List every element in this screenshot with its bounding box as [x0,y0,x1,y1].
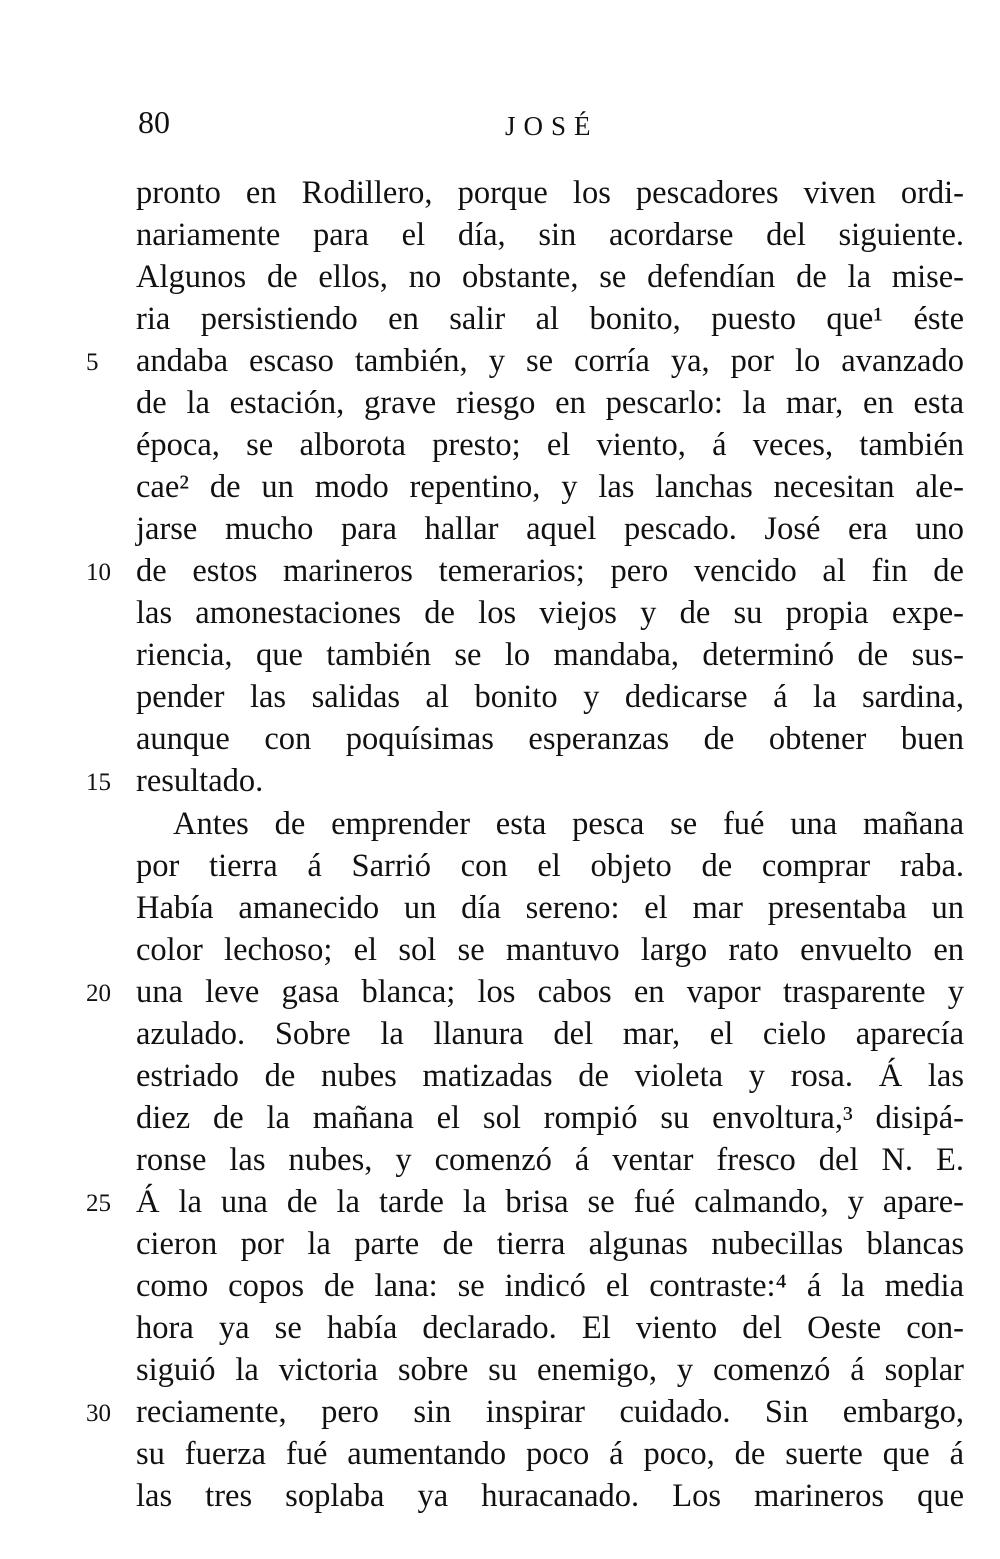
text-line: Antes de emprender esta pesca se fué una mañana [173,806,964,842]
text-line: Á la una de la tarde la brisa se fué calmando, y apare- [136,1184,964,1220]
text-line: por tierra á Sarrió con el objeto de comprar raba. [136,848,964,884]
text-line: andaba escaso también, y se corría ya, por lo avanzado [136,343,964,379]
text-line: azulado. Sobre la llanura del mar, el cielo aparecía [136,1016,964,1052]
text-line: riencia, que también se lo mandaba, determinó de sus- [136,637,964,673]
text-line: Algunos de ellos, no obstante, se defendían de la mise- [136,259,964,295]
text-line: jarse mucho para hallar aquel pescado. José era uno [136,511,964,547]
line-number: 25 [86,1190,111,1217]
line-number: 15 [86,769,111,796]
line-number: 20 [86,980,111,1007]
text-line: reciamente, pero sin inspirar cuidado. Sin embargo, [136,1394,964,1430]
text-line: como copos de lana: se indicó el contraste:⁴ á la media [136,1268,964,1304]
text-line: ria persistiendo en salir al bonito, puesto que¹ éste [136,301,964,337]
page-number: 80 [138,104,170,140]
text-line: diez de la mañana el sol rompió su envoltura,³ disipá- [136,1100,964,1136]
text-line: las amonestaciones de los viejos y de su propia expe- [136,595,964,631]
text-line: hora ya se había declarado. El viento del Oeste con- [136,1310,964,1346]
text-line: cieron por la parte de tierra algunas nubecillas blancas [136,1226,964,1262]
text-line: ronse las nubes, y comenzó á ventar fresco del N. E. [136,1142,964,1178]
text-line: una leve gasa blanca; los cabos en vapor trasparente y [136,974,964,1010]
line-number: 5 [86,349,99,376]
text-line: aunque con poquísimas esperanzas de obtener buen [136,721,964,757]
text-line: cae² de un modo repentino, y las lanchas necesitan ale- [136,469,964,505]
text-line: Había amanecido un día sereno: el mar presentaba un [136,890,964,926]
text-line: pender las salidas al bonito y dedicarse á la sardina, [136,679,964,715]
text-line: siguió la victoria sobre su enemigo, y comenzó á soplar [136,1352,964,1388]
text-line: estriado de nubes matizadas de violeta y rosa. Á las [136,1058,964,1094]
text-line: color lechoso; el sol se mantuvo largo rato envuelto en [136,932,964,968]
text-line: su fuerza fué aumentando poco á poco, de suerte que á [136,1436,964,1472]
line-number: 10 [86,559,111,586]
line-number: 30 [86,1400,111,1427]
text-line: de estos marineros temerarios; pero vencido al fin de [136,553,964,589]
text-line: nariamente para el día, sin acordarse del siguiente. [136,217,964,253]
text-line: las tres soplaba ya huracanado. Los marineros que [136,1478,964,1514]
text-line: resultado. [136,763,264,799]
running-head: JOSÉ [505,111,599,141]
text-line: pronto en Rodillero, porque los pescadores viven ordi- [136,175,964,211]
text-line: época, se alborota presto; el viento, á veces, también [136,427,964,463]
text-line: de la estación, grave riesgo en pescarlo: la mar, en esta [136,385,964,421]
